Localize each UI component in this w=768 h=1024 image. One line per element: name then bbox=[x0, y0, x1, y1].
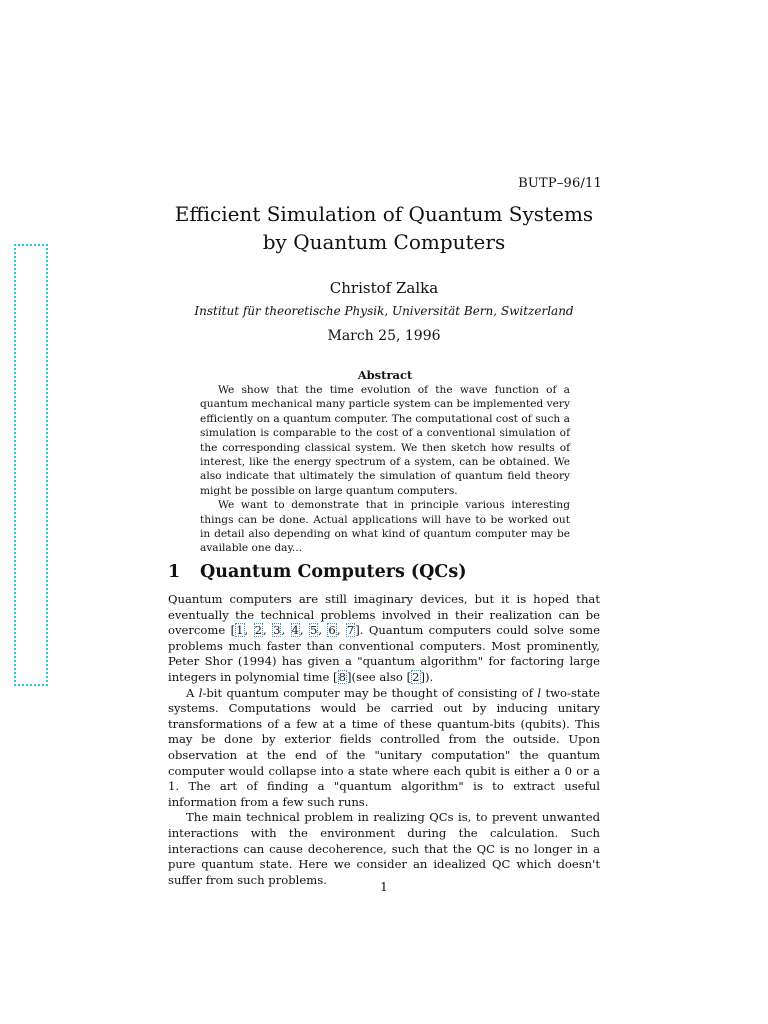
abstract-paragraph-2: We want to demonstrate that in principle various interesting things can be done. Actual applications will have to be worked out in detail also depending on what kind of quantum computer may be available one day... bbox=[200, 499, 570, 555]
citation-link[interactable]: 1 bbox=[236, 623, 244, 638]
title-line-2: by Quantum Computers bbox=[262, 230, 506, 254]
body-paragraph-2 bbox=[168, 686, 600, 811]
abstract bbox=[200, 368, 570, 556]
section-body bbox=[168, 592, 600, 888]
section-number: 1 bbox=[168, 562, 181, 582]
citation-link[interactable]: 3 bbox=[273, 623, 281, 638]
paper-date: March 25, 1996 bbox=[327, 328, 441, 344]
citation-link[interactable]: 8 bbox=[338, 669, 346, 684]
author-name: Christof Zalka bbox=[329, 279, 439, 297]
paragraph-text: -bit quantum computer may be thought of consisting of bbox=[202, 685, 538, 700]
author-affiliation: Institut für theoretische Physik, Universität Bern, Switzerland bbox=[194, 304, 574, 318]
paragraph-text: Quantum computers are still imaginary devices, but it is hoped that eventually the technical problems involved in their realization can be overcome [ bbox=[168, 592, 600, 638]
paragraph-text: ](see also [ bbox=[346, 669, 412, 684]
abstract-paragraph-1: We show that the time evolution of the wave function of a quantum mechanical many particle system can be implemented very efficiently on a quantum computer. The computational cost of such a simulation is comparable to the cost of a conventional simulation of the corresponding classical system. We then sketch how results of interest, like the energy spectrum of a system, can be obtained. We also indicate that ultimately the simulation of quantum field theory might be possible on large quantum computers. bbox=[200, 384, 570, 497]
citation-link[interactable]: 2 bbox=[412, 669, 420, 684]
title-line-1: Efficient Simulation of Quantum Systems bbox=[174, 202, 594, 226]
body-paragraph-1: Quantum computers are still imaginary devices, but it is hoped that eventually the technical problems involved in their realization can be overcome [1, 2, 3, 4, 5, 6, 7]. Quantum computers could solve some problems much faster than conventional computers. Most prominently, Peter Shor (1994) has given a "quantum algorithm" for factoring large integers in polynomial time [8](see also [2]). bbox=[168, 592, 601, 684]
citation-link[interactable]: 7 bbox=[346, 623, 355, 638]
section-title: Quantum Computers (QCs) bbox=[200, 562, 467, 582]
paragraph-text: ]. Quantum computers could solve some problems much faster than conventional computers. Most prominently, Peter Shor (1994) has given a "quantum algorithm" for factoring large integers in polynomial time [ bbox=[168, 623, 601, 684]
paper-title bbox=[0, 200, 768, 256]
math-variable: l bbox=[537, 685, 542, 700]
paragraph-text: ]). bbox=[420, 669, 434, 684]
math-variable: l bbox=[198, 685, 203, 700]
paragraph-text: A bbox=[186, 685, 199, 700]
page-number: 1 bbox=[380, 880, 388, 894]
report-number: BUTP–96/11 bbox=[518, 176, 602, 191]
citation-link[interactable]: 4 bbox=[291, 623, 299, 638]
citation-link[interactable]: 5 bbox=[309, 623, 318, 638]
abstract-heading: Abstract bbox=[357, 368, 413, 382]
citation-link[interactable]: 6 bbox=[328, 623, 336, 638]
section-heading bbox=[168, 560, 467, 584]
citation-link[interactable]: 2 bbox=[254, 623, 262, 638]
body-paragraph-3: The main technical problem in realizing QCs is, to prevent unwanted interactions with the environment during the calculation. Such interactions can cause decoherence, such that the QC is no longer in a pure quantum state. Here we consider an idealized QC which doesn't suffer from such problems. bbox=[168, 810, 600, 887]
paragraph-text: two-state systems. Computations would be carried out by inducing unitary transformations of a few at a time of these quantum-bits (qubits). This may be done by exterior fields controlled from the outside. Upon observation at the end of the "unitary computation" the quantum computer would collapse into a state where each qubit is either a 0 or a 1. The art of finding a "quantum algorithm" is to extract useful information from a few such runs. bbox=[168, 685, 600, 809]
